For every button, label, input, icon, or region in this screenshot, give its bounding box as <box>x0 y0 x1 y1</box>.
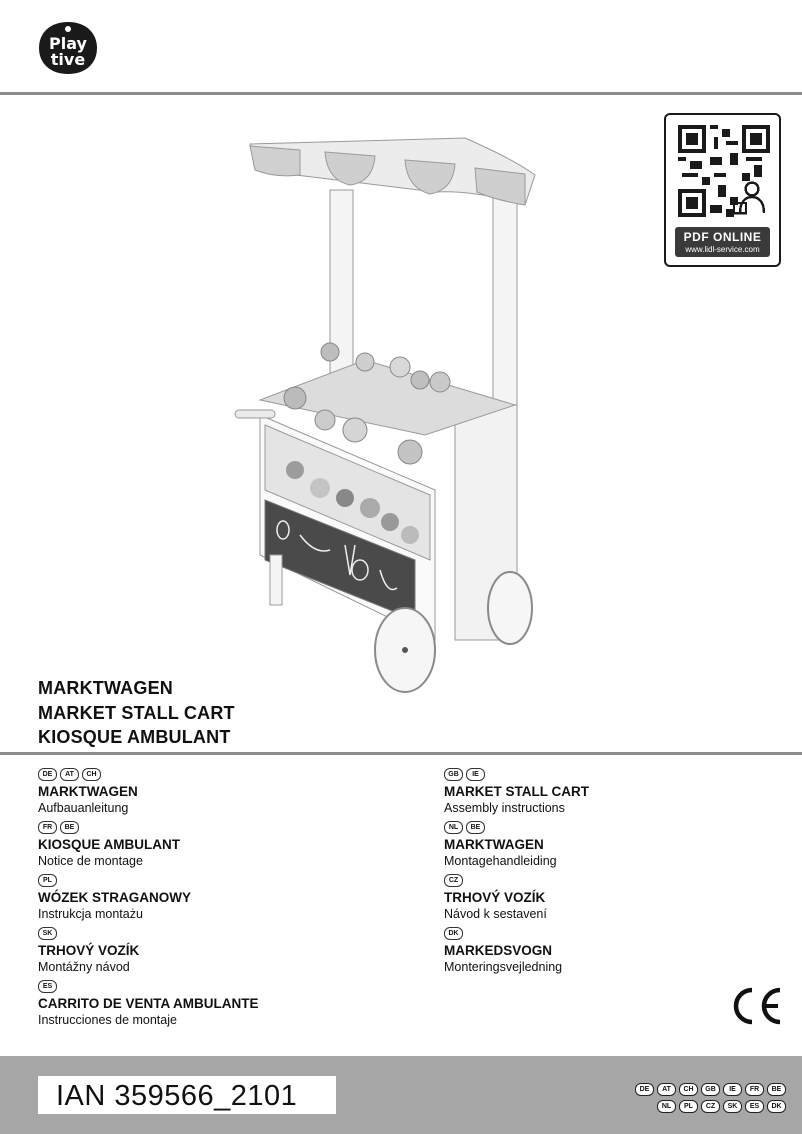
country-badge: DE <box>38 768 57 781</box>
title-en: MARKET STALL CART <box>38 702 235 723</box>
lang-title: MARKET STALL CART <box>444 784 589 799</box>
country-badge: NL <box>657 1100 676 1113</box>
country-flags <box>38 821 398 834</box>
country-badge: GB <box>701 1083 720 1096</box>
lang-subtitle: Monteringsvejledning <box>444 960 563 974</box>
country-flags <box>38 980 398 993</box>
country-flags <box>38 927 398 940</box>
lang-subtitle: Montagehandleiding <box>444 854 557 868</box>
title-de: MARKTWAGEN <box>38 678 173 698</box>
country-badge: DK <box>444 927 463 940</box>
brand-line2: tive <box>50 50 86 69</box>
lang-entry[interactable] <box>38 980 398 1029</box>
lang-title: TRHOVÝ VOZÍK <box>38 943 140 958</box>
country-flags <box>444 874 802 887</box>
country-badge: CZ <box>701 1100 720 1113</box>
qr-code-panel[interactable] <box>664 113 781 267</box>
country-badge: NL <box>444 821 463 834</box>
country-badge: DK <box>767 1100 786 1113</box>
lang-entry[interactable] <box>38 927 398 976</box>
product-titles <box>38 676 235 750</box>
lang-entry[interactable] <box>444 874 802 923</box>
country-flags <box>444 768 802 781</box>
lang-title: WÓZEK STRAGANOWY <box>38 890 191 905</box>
country-badge: DE <box>635 1083 654 1096</box>
country-badge: PL <box>38 874 57 887</box>
language-list-left <box>38 768 398 1033</box>
lang-subtitle: Assembly instructions <box>444 801 565 815</box>
footer-country-badges <box>626 1083 786 1117</box>
lang-subtitle: Instrukcja montażu <box>38 907 143 921</box>
playtive-logo <box>37 20 99 76</box>
brand-line1: Play <box>49 34 87 53</box>
ce-mark-icon <box>730 986 784 1026</box>
country-badge: FR <box>38 821 57 834</box>
country-badge: AT <box>60 768 79 781</box>
top-divider <box>0 92 802 95</box>
lang-subtitle: Návod k sestavení <box>444 907 547 921</box>
lang-entry[interactable] <box>38 821 398 870</box>
country-badge: BE <box>466 821 485 834</box>
country-badge: ES <box>38 980 57 993</box>
country-badge: ES <box>745 1100 764 1113</box>
qr-code-icon <box>678 125 770 217</box>
country-badge: PL <box>679 1100 698 1113</box>
language-list-right <box>444 768 802 980</box>
lang-entry[interactable] <box>444 927 802 976</box>
country-badge: CZ <box>444 874 463 887</box>
lang-subtitle: Instrucciones de montaje <box>38 1013 177 1027</box>
country-badge: CH <box>82 768 101 781</box>
lang-entry[interactable] <box>444 821 802 870</box>
country-badge: AT <box>657 1083 676 1096</box>
lang-subtitle: Notice de montage <box>38 854 143 868</box>
country-badge: FR <box>745 1083 764 1096</box>
lang-subtitle: Aufbauanleitung <box>38 801 129 815</box>
lang-title: CARRITO DE VENTA AMBULANTE <box>38 996 259 1011</box>
lang-subtitle: Montážny návod <box>38 960 130 974</box>
country-badge: GB <box>444 768 463 781</box>
country-badge: SK <box>38 927 57 940</box>
country-badge: CH <box>679 1083 698 1096</box>
lang-title: TRHOVÝ VOZÍK <box>444 890 546 905</box>
lang-title: MARKTWAGEN <box>444 837 544 852</box>
lang-title: MARKEDSVOGN <box>444 943 553 958</box>
country-badge: BE <box>60 821 79 834</box>
lidl-service-url: www.lidl-service.com <box>685 245 760 254</box>
country-badge: IE <box>466 768 485 781</box>
title-fr: KIOSQUE AMBULANT <box>38 727 231 747</box>
country-flags <box>38 874 398 887</box>
market-stall-cart-image <box>225 130 555 695</box>
country-badge: IE <box>723 1083 742 1096</box>
lang-entry[interactable] <box>38 874 398 923</box>
pdf-online-text: PDF ONLINE <box>683 230 762 244</box>
lang-entry[interactable] <box>38 768 398 817</box>
country-badge: SK <box>723 1100 742 1113</box>
country-flags <box>38 768 398 781</box>
country-badge: BE <box>767 1083 786 1096</box>
lang-entry[interactable] <box>444 768 802 817</box>
lang-title: MARKTWAGEN <box>38 784 138 799</box>
middle-divider <box>0 752 802 755</box>
ian-number: IAN 359566_2101 <box>38 1076 336 1114</box>
pdf-online-label <box>675 227 770 257</box>
lang-title: KIOSQUE AMBULANT <box>38 837 180 852</box>
country-flags <box>444 821 802 834</box>
country-flags <box>444 927 802 940</box>
